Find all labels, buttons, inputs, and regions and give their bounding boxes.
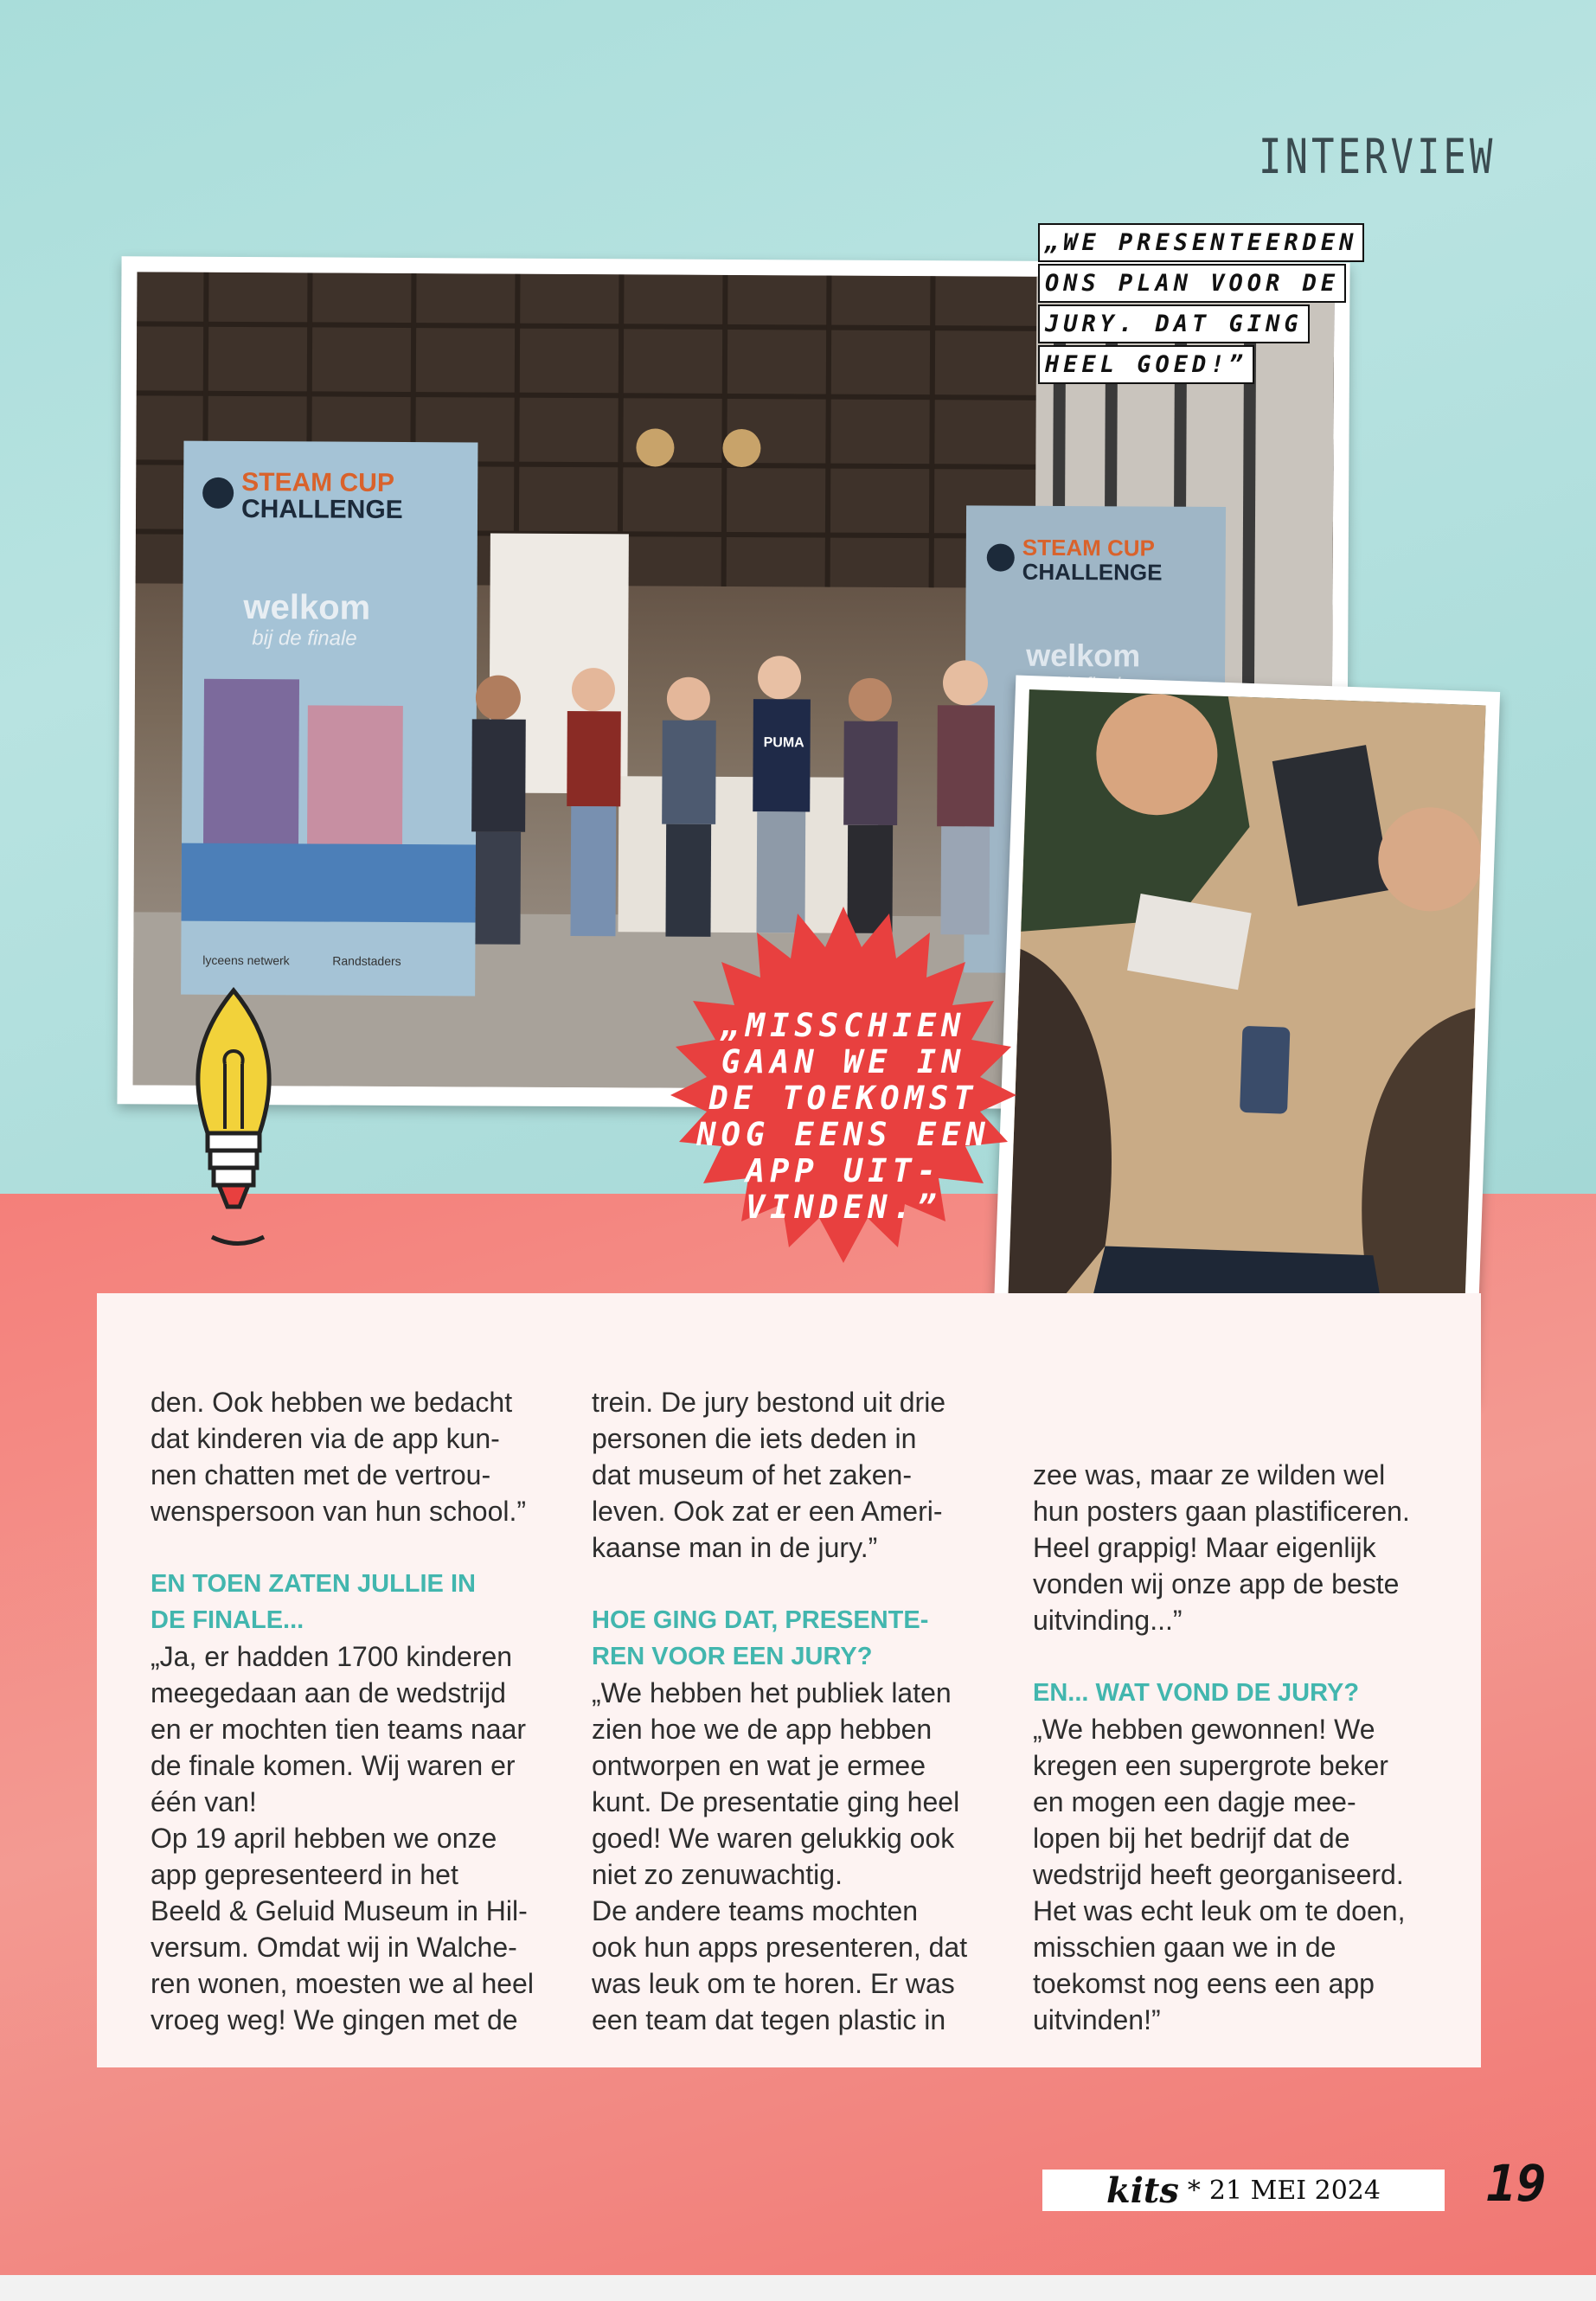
burst-line: DE TOEKOMST	[708, 1080, 978, 1117]
question-heading: EN... WAT VOND DE JURY?	[1033, 1679, 1360, 1707]
shirt-logo: PUMA	[763, 735, 804, 751]
paragraph: „Ja, er hadden 1700 kinderen meegedaan aan de wedstrijd en er mochten tien teams naar de finale komen. Wij waren er één van! Op 19 april hebben we onze app gepresenteerd in het Beeld & Geluid Museum in Hil- versum. Omdat wij in Walche- ren wonen, moesten we al heel vroeg weg! We gingen met de	[151, 1641, 534, 2035]
footer-separator: *	[1187, 2175, 1201, 2206]
pull-quote-line: HEEL GOED!”	[1038, 345, 1254, 384]
article-column-3	[1033, 1457, 1448, 2038]
question-heading: EN TOEN ZATEN JULLIE IN DE FINALE...	[151, 1570, 476, 1634]
burst-line: VINDEN.”	[745, 1189, 942, 1226]
banner-right-welcome: welkom	[1026, 637, 1141, 674]
magazine-logo: kits	[1106, 2170, 1179, 2211]
banner-left-sub: bij de finale	[252, 626, 357, 651]
burst-line: „MISSCHIEN	[721, 1007, 966, 1044]
burst-line: NOG EENS EEN	[696, 1116, 990, 1153]
banner-left-footer1: lyceens netwerk	[202, 952, 290, 968]
pull-quote-top	[1038, 223, 1401, 386]
paragraph: „We hebben het publiek laten zien hoe we de app hebben ontworpen en wat je ermee kunt. De presentatie ging heel goed! We waren gelukkig ook niet zo zenuwachtig. De andere teams mochten ook hun apps presenteren, dat was leuk om te horen. Er was een team dat tegen plastic in	[592, 1677, 968, 2035]
burst-line: GAAN WE IN	[721, 1043, 966, 1080]
banner-left-footer2: Randstaders	[332, 953, 401, 968]
paragraph: „We hebben gewonnen! We kregen een supergrote beker en mogen een dagje mee- lopen bij het bedrijf dat de wedstrijd heeft georganiseerd. Het was echt leuk om te doen, misschien gaan we in de toekomst nog eens een app uitvinden!”	[1033, 1714, 1406, 2035]
banner-left-welcome: welkom	[243, 588, 371, 627]
page-edge	[0, 2275, 1596, 2301]
pull-quote-line: „WE PRESENTEERDEN	[1038, 223, 1364, 262]
article-column-1	[151, 1384, 557, 2038]
pull-quote-line: ONS PLAN VOOR DE	[1038, 264, 1346, 303]
paragraph: trein. De jury bestond uit drie personen die iets deden in dat museum of het zaken- leven. Ook zat er een Ameri- kaanse man in de jury.”	[592, 1387, 946, 1563]
page-number: 19	[1486, 2154, 1547, 2213]
table-photo	[991, 675, 1500, 1400]
section-label: INTERVIEW	[1259, 130, 1497, 185]
banner-left-title2: CHALLENGE	[240, 495, 403, 524]
issue-date: 21 MEI 2024	[1208, 2175, 1381, 2206]
article-column-2	[592, 1384, 1007, 2038]
lightbulb-icon	[177, 986, 290, 1263]
banner-right-title1: STEAM CUP	[1022, 534, 1156, 561]
banner-left-title1: STEAM CUP	[241, 468, 394, 497]
page-footer	[1042, 2170, 1445, 2211]
paragraph: zee was, maar ze wilden wel hun posters gaan plastificeren. Heel grappig! Maar eigenlijk vonden wij onze app de beste uitvinding...”	[1033, 1459, 1410, 1636]
pull-quote-burst	[675, 1008, 1012, 1226]
pull-quote-line: JURY. DAT GING	[1038, 304, 1310, 343]
table-photo-image	[1006, 689, 1486, 1383]
burst-line: APP UIT-	[745, 1152, 942, 1189]
question-heading: HOE GING DAT, PRESENTE- REN VOOR EEN JURY?	[592, 1606, 929, 1670]
paragraph: den. Ook hebben we bedacht dat kinderen via de app kun- nen chatten met de vertrou- wenspersoon van hun school.”	[151, 1387, 527, 1527]
banner-right-title2: CHALLENGE	[1022, 558, 1163, 586]
